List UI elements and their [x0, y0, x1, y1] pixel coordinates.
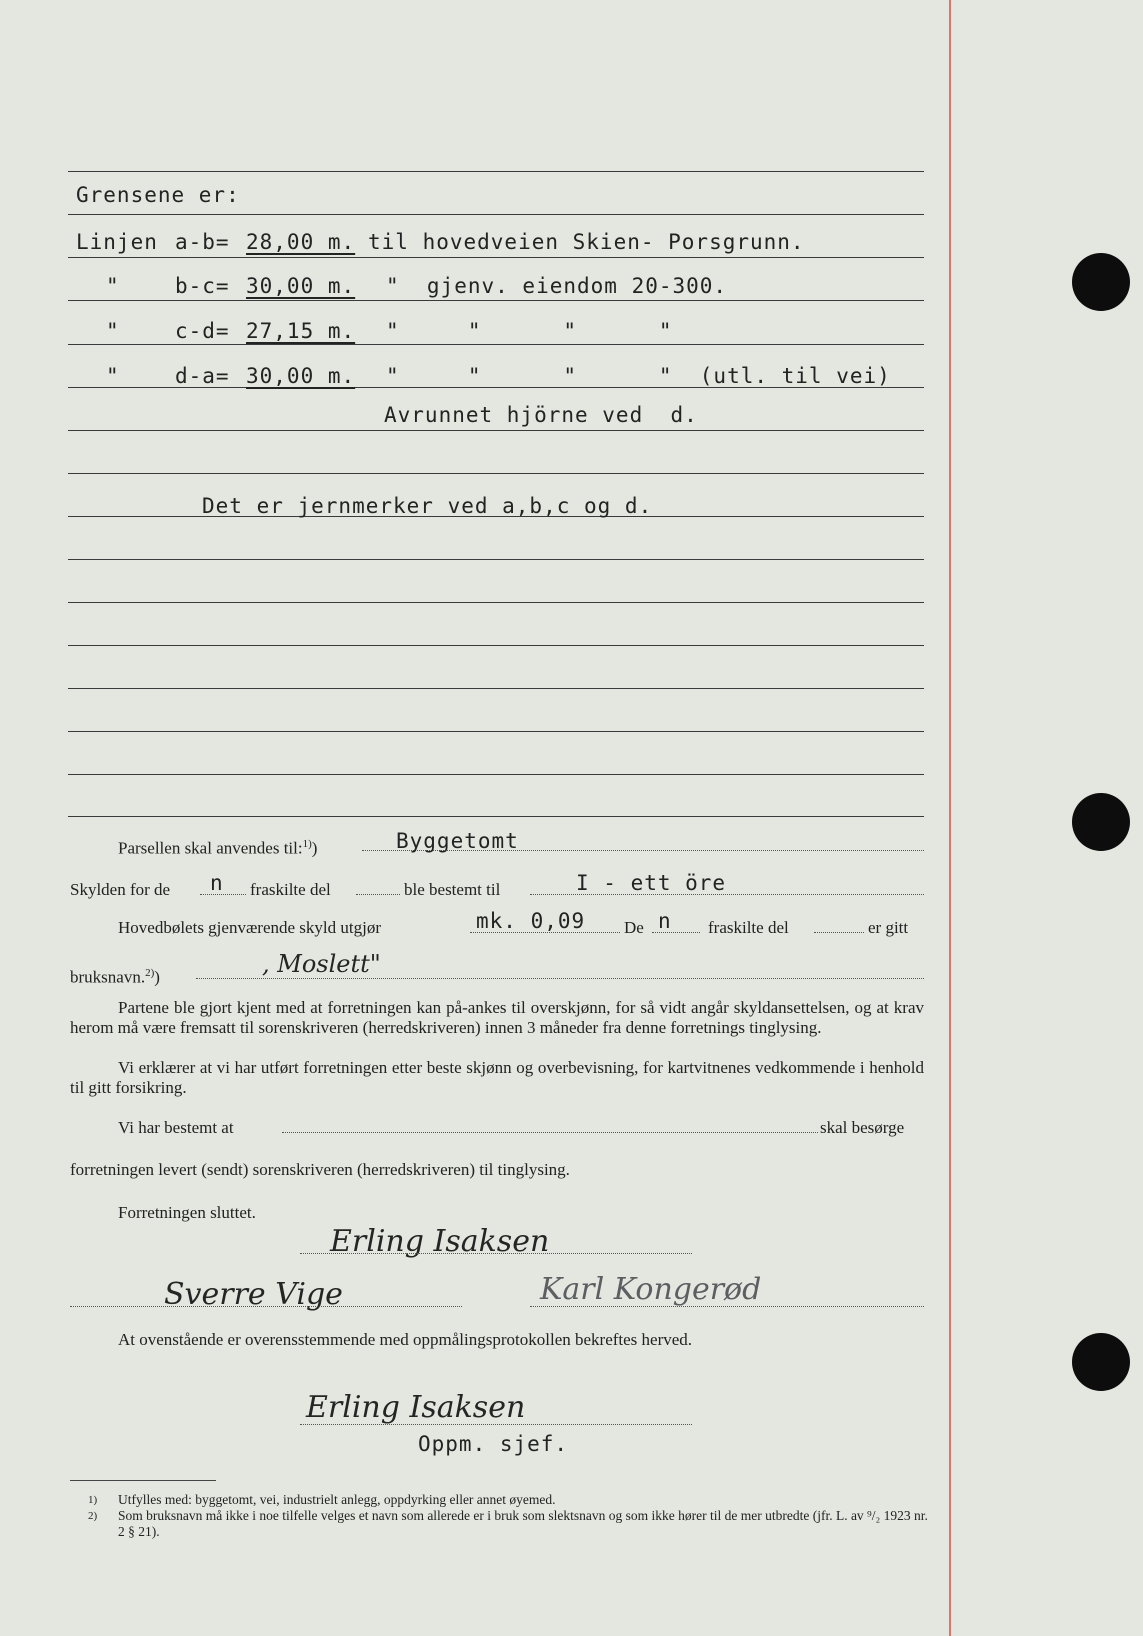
remaining-label-b: fraskilte del: [708, 918, 789, 937]
line-prefix: Linjen: [76, 230, 158, 254]
line-length: 28,00 m.: [246, 230, 356, 254]
line-length: 30,00 m.: [246, 274, 356, 298]
dotted-line: [814, 932, 864, 933]
dotted-line: [356, 894, 400, 895]
punch-hole-bottom: [1072, 1333, 1130, 1391]
rule-line: [68, 688, 924, 689]
declaration-paragraph: Vi erklærer at vi har utført forretningen etter beste skjønn og overbevisning, for kartvitnenes vedkommende i henhold til gitt forsikring.: [70, 1058, 924, 1097]
footnote-1: 1) Utfylles med: byggetomt, vei, industrielt anlegg, oppdyrking eller annet øyemed.: [88, 1492, 556, 1507]
dotted-line: [282, 1132, 818, 1133]
remaining-de-label: De: [624, 918, 644, 937]
name-label: bruksnavn.$^{2)}$): [70, 967, 160, 987]
name-value: , Moslett": [262, 950, 381, 978]
line-prefix: ": [106, 319, 120, 343]
dotted-line: [70, 1306, 462, 1307]
line-text: " gjenv. eiendom 20-300.: [386, 274, 728, 298]
appeal-paragraph: Partene ble gjort kjent med at forretningen kan på-ankes til overskjønn, for så vidt angår skyldansettelsen, og at krav herom må være fremsatt til sorenskriveren (herredskriveren) innen 3 måneder fra denne forretnings tinglysing.: [70, 998, 924, 1037]
parcel-label: Parsellen skal anvendes til:$^{1)}$): [118, 838, 318, 858]
line-segment: d-a=: [175, 364, 230, 388]
dotted-line: [300, 1424, 692, 1425]
iron-marks-note: Det er jernmerker ved a,b,c og d.: [202, 494, 653, 518]
line-segment: b-c=: [175, 274, 230, 298]
line-segment: c-d=: [175, 319, 230, 343]
rule-line: [68, 257, 924, 258]
witness-signature-2: Karl Kongerød: [540, 1272, 762, 1307]
rule-line: [68, 300, 924, 301]
tax-de-value: n: [210, 871, 224, 895]
delivery-line-2: forretningen levert (sendt) sorenskriveren (herredskriveren) til tinglysing.: [70, 1160, 570, 1179]
footnote-rule: [70, 1480, 216, 1481]
rule-line: [68, 816, 924, 817]
rule-line: [68, 602, 924, 603]
dotted-line: [196, 978, 924, 979]
red-margin-line: [949, 0, 951, 1636]
line-length: 30,00 m.: [246, 364, 356, 388]
dotted-line: [530, 1306, 924, 1307]
surveyor-signature: Erling Isaksen: [330, 1224, 550, 1259]
tax-label-b: fraskilte del: [250, 880, 331, 899]
punch-hole-top: [1072, 253, 1130, 311]
tax-value: I - ett öre: [576, 871, 727, 895]
closed-label: Forretningen sluttet.: [118, 1203, 256, 1222]
remaining-label: Hovedbølets gjenværende skyld utgjør: [118, 918, 381, 937]
rule-line: [68, 171, 924, 172]
rule-line: [68, 473, 924, 474]
dotted-line: [300, 1253, 692, 1254]
parcel-value: Byggetomt: [396, 829, 519, 853]
rule-line: [68, 430, 924, 431]
remaining-de-value: n: [658, 909, 672, 933]
remaining-value: mk. 0,09: [476, 909, 586, 933]
line-text: " " " " (utl. til vei): [386, 364, 891, 388]
line-text: til hovedveien Skien- Porsgrunn.: [368, 230, 805, 254]
rule-line: [68, 559, 924, 560]
remaining-label-c: er gitt: [868, 918, 909, 937]
line-prefix: ": [106, 274, 120, 298]
line-length: 27,15 m.: [246, 319, 356, 343]
witness-signature-1: Sverre Vige: [164, 1277, 343, 1312]
rule-line: [68, 645, 924, 646]
delivery-label-b: skal besørge: [820, 1118, 905, 1137]
corner-note: Avrunnet hjörne ved d.: [384, 403, 698, 427]
rule-line: [68, 344, 924, 345]
boundaries-heading: Grensene er:: [76, 183, 240, 207]
rule-line: [68, 731, 924, 732]
punch-hole-middle: [1072, 793, 1130, 851]
line-segment: a-b=: [175, 230, 230, 254]
tax-label-c: ble bestemt til: [404, 880, 501, 899]
delivery-label-a: Vi har bestemt at: [118, 1118, 234, 1137]
line-text: " " " ": [386, 319, 673, 343]
rule-line: [68, 774, 924, 775]
final-signature: Erling Isaksen: [306, 1390, 526, 1425]
rule-line: [68, 214, 924, 215]
footnote-2: 2) Som bruksnavn må ikke i noe tilfelle velges et navn som allerede er i bruk som slektsnavn og som ikke hører til de mer utbredte (jfr. L. av ⁹/₂ 1923 nr. 2 § 21).: [88, 1508, 928, 1539]
tax-label-a: Skylden for de: [70, 880, 171, 899]
line-prefix: ": [106, 364, 120, 388]
final-title: Oppm. sjef.: [418, 1432, 569, 1456]
confirmation-text: At ovenstående er overensstemmende med oppmålingsprotokollen bekreftes herved.: [118, 1330, 693, 1349]
